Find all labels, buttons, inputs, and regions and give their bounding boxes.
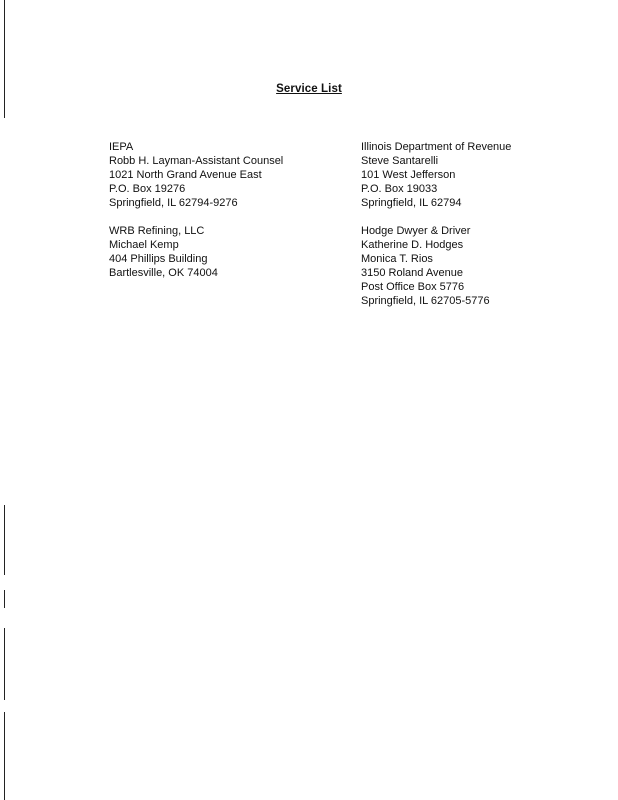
scan-edge-line (4, 505, 5, 575)
recipient-block-illinois-revenue (361, 140, 601, 210)
recipient-name: Monica T. Rios (361, 253, 433, 265)
recipient-address-line: P.O. Box 19276 (109, 183, 186, 195)
service-list-left-column (109, 140, 339, 294)
recipient-address-line: 101 West Jefferson (361, 169, 456, 181)
recipient-organization: WRB Refining, LLC (109, 225, 205, 237)
recipient-name: Steve Santarelli (361, 155, 439, 167)
recipient-name: Michael Kemp (109, 239, 179, 251)
recipient-address-line: Springfield, IL 62705-5776 (361, 295, 490, 307)
recipient-address-line: Post Office Box 5776 (361, 281, 465, 293)
recipient-block-hodge-dwyer-driver (361, 224, 601, 308)
recipient-address-line: Springfield, IL 62794-9276 (109, 197, 238, 209)
recipient-block-iepa (109, 140, 339, 210)
recipient-address-line: 1021 North Grand Avenue East (109, 169, 262, 181)
recipient-address-line: Springfield, IL 62794 (361, 197, 462, 209)
service-list-right-column (361, 140, 601, 322)
recipient-organization: Illinois Department of Revenue (361, 141, 512, 153)
recipient-organization: Hodge Dwyer & Driver (361, 225, 471, 237)
recipient-name: Robb H. Layman-Assistant Counsel (109, 155, 284, 167)
recipient-block-wrb-refining (109, 224, 339, 280)
recipient-address-line: Bartlesville, OK 74004 (109, 267, 218, 279)
recipient-organization: IEPA (109, 141, 134, 153)
recipient-address-line: P.O. Box 19033 (361, 183, 438, 195)
scan-edge-line (4, 590, 5, 608)
page-title-text: Service List (276, 83, 342, 95)
recipient-address-line: 404 Phillips Building (109, 253, 208, 265)
scan-edge-line (4, 0, 5, 118)
page-title (0, 83, 618, 95)
scan-edge-line (4, 712, 5, 800)
recipient-name: Katherine D. Hodges (361, 239, 464, 251)
scan-edge-line (4, 628, 5, 700)
recipient-address-line: 3150 Roland Avenue (361, 267, 463, 279)
